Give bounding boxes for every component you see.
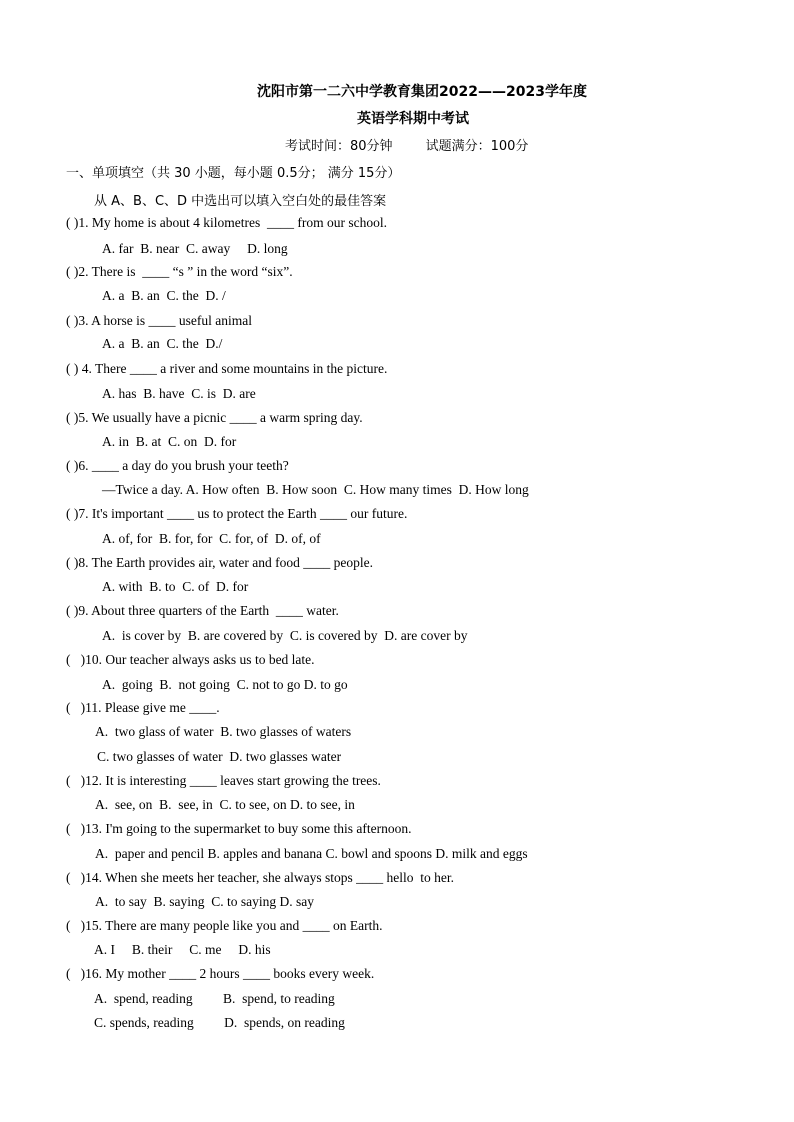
question-stem: ( )13. I'm going to the supermarket to buy some this afternoon. <box>66 821 412 836</box>
question-options: A. two glass of water B. two glasses of waters <box>95 724 352 739</box>
exam-meta: 考试时间：80分钟 试题满分：100分 <box>285 139 529 154</box>
question-stem: ( )8. The Earth provides air, water and food ____ people. <box>66 555 373 570</box>
question-stem: ( )5. We usually have a picnic ____ a warm spring day. <box>66 410 363 425</box>
question-options: A. with B. to C. of D. for <box>102 579 249 594</box>
question-stem: ( )7. It's important ____ us to protect the Earth ____ our future. <box>66 506 408 521</box>
question-options: A. to say B. saying C. to saying D. say <box>95 894 314 909</box>
question-stem: ( )11. Please give me ____. <box>66 700 220 715</box>
question-options: A. a B. an C. the D./ <box>102 336 223 351</box>
question-stem: ( )12. It is interesting ____ leaves start growing the trees. <box>66 773 381 788</box>
section-heading: 一、单项填空（共 30 小题，每小题 0.5分； 满分 15分） <box>66 166 401 181</box>
question-options: A. in B. at C. on D. for <box>102 434 237 449</box>
question-options: A. a B. an C. the D. / <box>102 288 226 303</box>
question-stem: ( )6. ____ a day do you brush your teeth? <box>66 458 289 473</box>
question-stem: ( )10. Our teacher always asks us to bed late. <box>66 652 315 667</box>
exam-subtitle: 英语学科期中考试 <box>357 111 469 127</box>
question-stem: ( )3. A horse is ____ useful animal <box>66 313 252 328</box>
question-options: C. two glasses of water D. two glasses water <box>97 749 342 764</box>
question-stem: ( )2. There is ____ “s ” in the word “six”. <box>66 264 293 279</box>
question-options: A. I B. their C. me D. his <box>94 942 271 957</box>
question-options: A. paper and pencil B. apples and banana C. bowl and spoons D. milk and eggs <box>95 846 528 861</box>
question-stem: ( )1. My home is about 4 kilometres ____ from our school. <box>66 215 387 230</box>
question-stem: ( )14. When she meets her teacher, she always stops ____ hello to her. <box>66 870 454 885</box>
question-stem: ( ) 4. There ____ a river and some mountains in the picture. <box>66 361 388 376</box>
question-stem: ( )15. There are many people like you and ____ on Earth. <box>66 918 383 933</box>
question-options: A. going B. not going C. not to go D. to go <box>102 677 348 692</box>
question-options: C. spends, reading D. spends, on reading <box>94 1015 345 1030</box>
question-options: A. has B. have C. is D. are <box>102 386 256 401</box>
question-options: —Twice a day. A. How often B. How soon C. How many times D. How long <box>102 482 529 497</box>
question-options: A. of, for B. for, for C. for, of D. of, of <box>102 531 321 546</box>
question-options: A. far B. near C. away D. long <box>102 241 288 256</box>
section-instruction: 从 A、B、C、D 中选出可以填入空白处的最佳答案 <box>94 194 387 209</box>
question-stem: ( )16. My mother ____ 2 hours ____ books every week. <box>66 966 375 981</box>
question-options: A. spend, reading B. spend, to reading <box>94 991 335 1006</box>
question-options: A. see, on B. see, in C. to see, on D. to see, in <box>95 797 355 812</box>
question-stem: ( )9. About three quarters of the Earth ____ water. <box>66 603 339 618</box>
question-options: A. is cover by B. are covered by C. is covered by D. are cover by <box>102 628 468 643</box>
exam-title: 沈阳市第一二六中学教育集团2022——2023学年度 <box>257 84 587 100</box>
